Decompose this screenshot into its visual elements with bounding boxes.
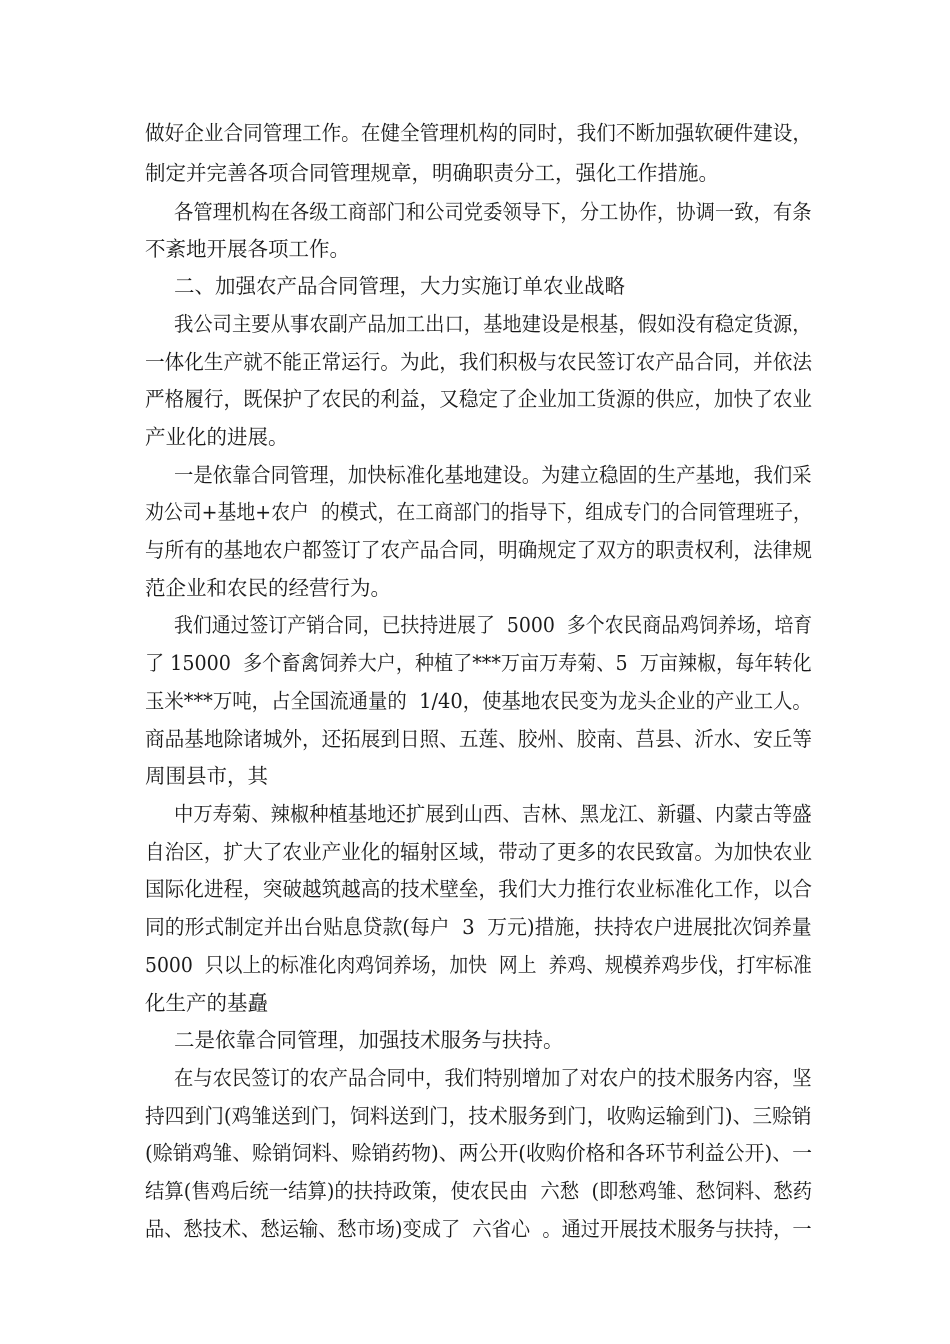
text-line: 二是依靠合同管理，加强技术服务与扶持。 bbox=[174, 1028, 564, 1052]
text-line: 国际化进程，突破越筑越高的技术壁垒，我们大力推行农业标准化工作，以合 bbox=[145, 877, 813, 901]
text-line: 玉米***万吨，占全国流通量的 1/40，使基地农民变为龙头企业的产业工人。 bbox=[145, 689, 812, 713]
text-line: 中万寿菊、辣椒种植基地还扩展到山西、吉林、黑龙江、新疆、内蒙古等盛 bbox=[174, 802, 812, 826]
text-line: 结算(售鸡后统一结算)的扶持政策，使农民由 六愁 (即愁鸡雏、愁饲料、愁药 bbox=[145, 1179, 813, 1203]
section-heading: 二、加强农产品合同管理，大力实施订单农业战略 bbox=[174, 274, 625, 298]
text-line: 一体化生产就不能正常运行。为此，我们积极与农民签订农产品合同，并依法 bbox=[145, 350, 813, 374]
text-line: 不紊地开展各项工作。 bbox=[145, 237, 350, 261]
text-line: 各管理机构在各级工商部门和公司党委领导下，分工协作，协调一致，有条 bbox=[174, 200, 812, 224]
text-line: 与所有的基地农户都签订了农产品合同，明确规定了双方的职责权利，法律规 bbox=[145, 538, 813, 562]
text-line: 我公司主要从事农副产品加工出口，基地建设是根基，假如没有稳定货源， bbox=[174, 312, 812, 336]
text-line: 商品基地除诸城外，还拓展到日照、五莲、胶州、胶南、莒县、沂水、安丘等 bbox=[145, 727, 813, 751]
text-line: 产业化的进展。 bbox=[145, 425, 289, 449]
text-line: 了 15000 多个畜禽饲养大户，种植了***万亩万寿菊、5 万亩辣椒，每年转化 bbox=[145, 651, 812, 675]
text-line: 一是依靠合同管理，加快标准化基地建设。为建立稳固的生产基地，我们采 bbox=[174, 463, 812, 487]
text-line: 做好企业合同管理工作。在健全管理机构的同时，我们不断加强软硬件建设， bbox=[145, 121, 813, 145]
text-line: 自治区，扩大了农业产业化的辐射区域，带动了更多的农民致富。为加快农业 bbox=[145, 840, 813, 864]
text-line: 持四到门(鸡雏送到门，饲料送到门，技术服务到门，收购运输到门)、三赊销 bbox=[145, 1104, 812, 1128]
text-line: 化生产的基矗 bbox=[145, 991, 268, 1015]
text-line: 同的形式制定并出台贴息贷款(每户 3 万元)措施，扶持农户进展批次饲养量 bbox=[145, 915, 812, 939]
text-line: 我们通过签订产销合同，已扶持进展了 5000 多个农民商品鸡饲养场，培育 bbox=[174, 613, 813, 637]
text-line: 范企业和农民的经营行为。 bbox=[145, 576, 391, 600]
text-line: 严格履行，既保护了农民的利益，又稳定了企业加工货源的供应，加快了农业 bbox=[145, 387, 813, 411]
text-line: (赊销鸡雏、赊销饲料、赊销药物)、两公开(收购价格和各环节利益公开)、一 bbox=[145, 1141, 813, 1165]
text-line: 制定并完善各项合同管理规章，明确职责分工，强化工作措施。 bbox=[145, 161, 719, 185]
text-line: 品、愁技术、愁运输、愁市场)变成了 六省心 。通过开展技术服务与扶持，一 bbox=[145, 1217, 812, 1241]
text-line: 5000 只以上的标准化肉鸡饲养场，加快 网上 养鸡、规模养鸡步伐，打牢标准 bbox=[145, 953, 812, 977]
text-line: 在与农民签订的农产品合同中，我们特别增加了对农户的技术服务内容，坚 bbox=[174, 1066, 812, 1090]
text-line: 劝公司+基地+农户 的模式，在工商部门的指导下，组成专门的合同管理班子， bbox=[145, 500, 812, 524]
text-line: 周围县市，其 bbox=[145, 764, 268, 788]
